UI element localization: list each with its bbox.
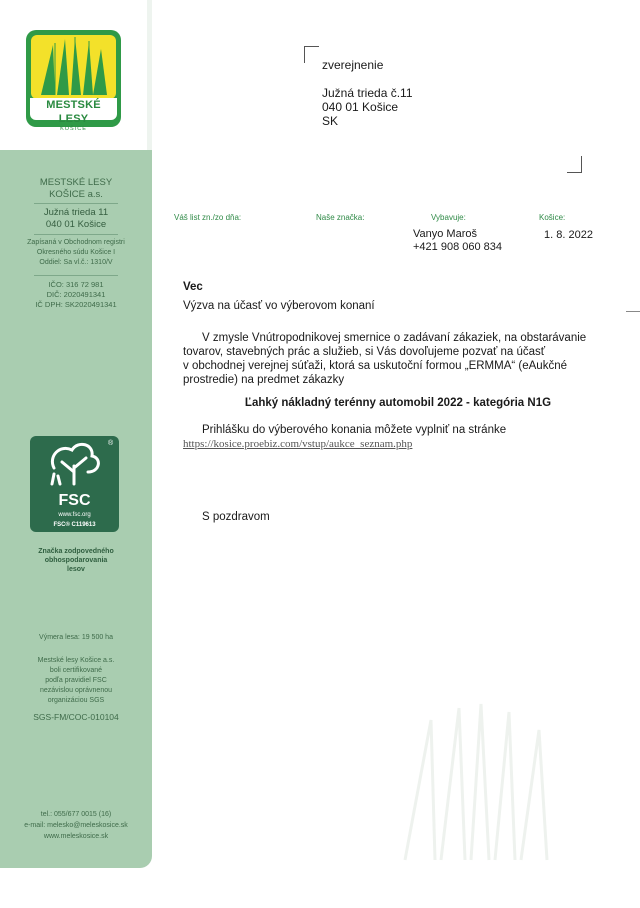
fsc-brand: FSC [58, 492, 91, 509]
forest-area: Výmera lesa: 19 500 ha [39, 634, 113, 641]
fold-mark [626, 311, 640, 312]
our-ref-label: Naše značka: [316, 213, 365, 222]
certification-code: SGS-FM/COC-010104 [33, 712, 119, 722]
address-window-corner [304, 46, 319, 63]
certification-note: Mestské lesy Košice a.s. boli certifikované podľa pravidiel FSC nezávislou oprávnenou organizáciou SGS [37, 657, 115, 704]
logo-label [30, 98, 117, 132]
logo-sub: KOŠICE [60, 126, 87, 132]
handled-by-label: Vybavuje: [431, 213, 466, 222]
fsc-caption: Značka zodpovedného obhospodarovania lesov [38, 548, 114, 573]
sidebar-divider [34, 234, 118, 235]
sidebar [0, 150, 152, 868]
company-registration: Zapísaná v Obchodnom registri Okresného súdu Košice I Oddiel: Sa vl.č.: 1310/V [27, 239, 125, 266]
address-window-corner [567, 156, 582, 173]
company-logo [26, 30, 121, 132]
fsc-badge [30, 436, 119, 532]
sidebar-edge [147, 0, 152, 150]
subject-label: Vec [183, 281, 203, 293]
fsc-tree-icon [30, 436, 119, 492]
link-intro: Prihlášku do výberového konania môžete vyplniť na stránke [202, 424, 507, 436]
handled-by-name: Vanyo Maroš [413, 228, 477, 240]
fsc-url: www.fsc.org [58, 512, 91, 518]
company-ids: IČO: 316 72 981 DIČ: 2020491341 IČ DPH: SK2020491341 [35, 280, 117, 309]
fsc-registered: ® [108, 440, 114, 447]
contact-website[interactable]: www.meleskosice.sk [43, 833, 109, 840]
place-label: Košice: [539, 213, 566, 222]
letter-date: 1. 8. 2022 [544, 229, 593, 241]
company-name: MESTSKÉ LESY KOŠICE a.s. [39, 177, 113, 200]
contact-phone: tel.: 055/677 0015 (16) [40, 811, 112, 818]
sidebar-divider [34, 203, 118, 204]
your-letter-label: Váš list zn./zo dňa: [174, 213, 242, 222]
logo-name: MESTSKÉ LESY [46, 99, 101, 125]
handled-by-phone: +421 908 060 834 [413, 241, 503, 253]
auction-link[interactable]: https://kosice.proebiz.com/vstup/aukce_seznam.php [183, 438, 413, 450]
logo-emblem [31, 35, 116, 99]
recipient-address: zverejnenie Južná trieda č.11 040 01 Košice SK [322, 58, 413, 128]
fsc-code: FSC® C119613 [53, 522, 96, 528]
company-address: Južná trieda 11 040 01 Košice [43, 207, 109, 230]
greeting: S pozdravom [202, 511, 270, 523]
company-contact [0, 809, 152, 842]
procurement-item: Ľahký nákladný terénny automobil 2022 - kategória N1G [244, 397, 552, 409]
subject: Výzva na účasť vo výberovom konaní [183, 300, 375, 312]
sidebar-divider [34, 275, 118, 276]
tree-emblem-icon [31, 35, 116, 99]
watermark-emblem-icon [385, 700, 565, 868]
contact-email[interactable]: e-mail: melesko@meleskosice.sk [24, 822, 128, 829]
body-paragraph: V zmysle Vnútropodnikovej smernice o zadávaní zákaziek, na obstarávanie tovarov, stavebných prác a služieb, si Vás dovoľujeme pozvať na účasť v obchodnej verejnej súťaži, ktorá sa uskutoční formou „ERMMA“ (eAukčné prostredie) na predmet zákazky [183, 332, 587, 386]
